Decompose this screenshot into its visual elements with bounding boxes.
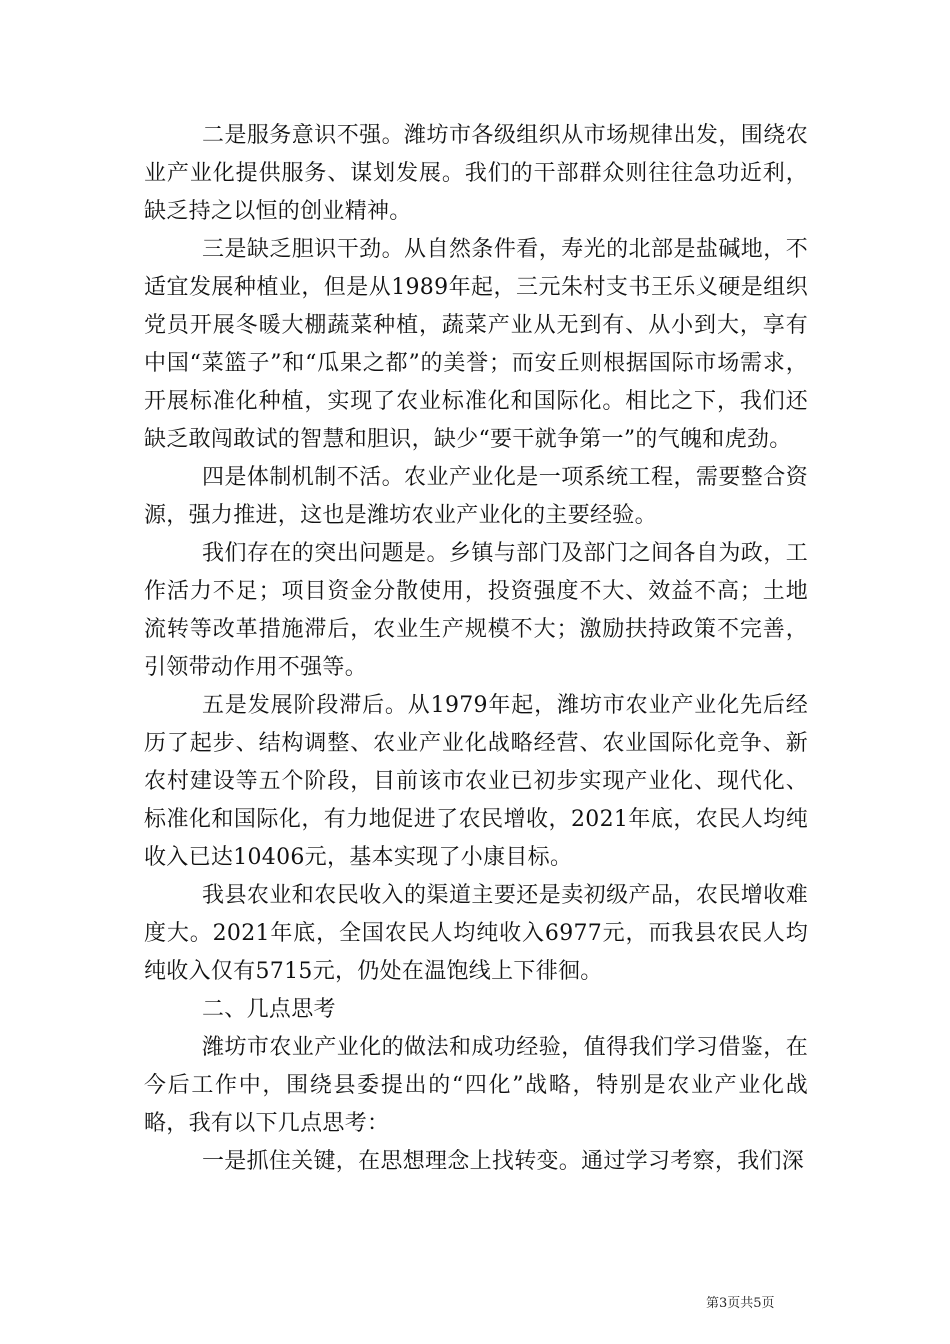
- paragraph-county-income: 我县农业和农民收入的渠道主要还是卖初级产品，农民增收难度大。2021年底，全国农民人均纯收入6977元，而我县农民人均纯收入仅有5715元，仍处在温饱线上下徘徊。: [144, 883, 808, 984]
- paragraph-development-stage: 五是发展阶段滞后。从1979年起，潍坊市农业产业化先后经历了起步、结构调整、农业产业化战略经营、农业国际化竞争、新农村建设等五个阶段，目前该市农业已初步实现产业化、现代化、标准化和国际化，有力地促进了农民增收，2021年底，农民人均纯收入已达10406元，基本实现了小康目标。: [144, 693, 808, 870]
- document-body: [144, 117, 808, 1181]
- paragraph-problems: 我们存在的突出问题是。乡镇与部门及部门之间各自为政，工作活力不足；项目资金分散使用，投资强度不大、效益不高；土地流转等改革措施滞后，农业生产规模不大；激励扶持政策不完善，引领带动作用不强等。: [144, 541, 808, 680]
- paragraph-mechanism: 四是体制机制不活。农业产业化是一项系统工程，需要整合资源，强力推进，这也是潍坊农业产业化的主要经验。: [144, 465, 808, 528]
- paragraph-first-point: 一是抓住关键，在思想理念上找转变。通过学习考察，我们深: [202, 1149, 805, 1174]
- section-heading-thoughts: 二、几点思考: [202, 997, 336, 1022]
- paragraph-courage: 三是缺乏胆识干劲。从自然条件看，寿光的北部是盐碱地，不适宜发展种植业，但是从1989年起，三元朱村支书王乐义硬是组织党员开展冬暖大棚蔬菜种植，蔬菜产业从无到有、从小到大，享有中国“菜篮子”和“瓜果之都”的美誉；而安丘则根据国际市场需求，开展标准化种植，实现了农业标准化和国际化。相比之下，我们还缺乏敢闯敢试的智慧和胆识，缺少“要干就争第一”的气魄和虎劲。: [144, 237, 808, 452]
- paragraph-learn-from-weifang: 潍坊市农业产业化的做法和成功经验，值得我们学习借鉴，在今后工作中，围绕县委提出的“四化”战略，特别是农业产业化战略，我有以下几点思考：: [144, 1035, 808, 1136]
- page-number: 第3页共5页: [706, 1296, 775, 1311]
- paragraph-service-awareness: 二是服务意识不强。潍坊市各级组织从市场规律出发，围绕农业产业化提供服务、谋划发展。我们的干部群众则往往急功近利，缺乏持之以恒的创业精神。: [144, 123, 808, 224]
